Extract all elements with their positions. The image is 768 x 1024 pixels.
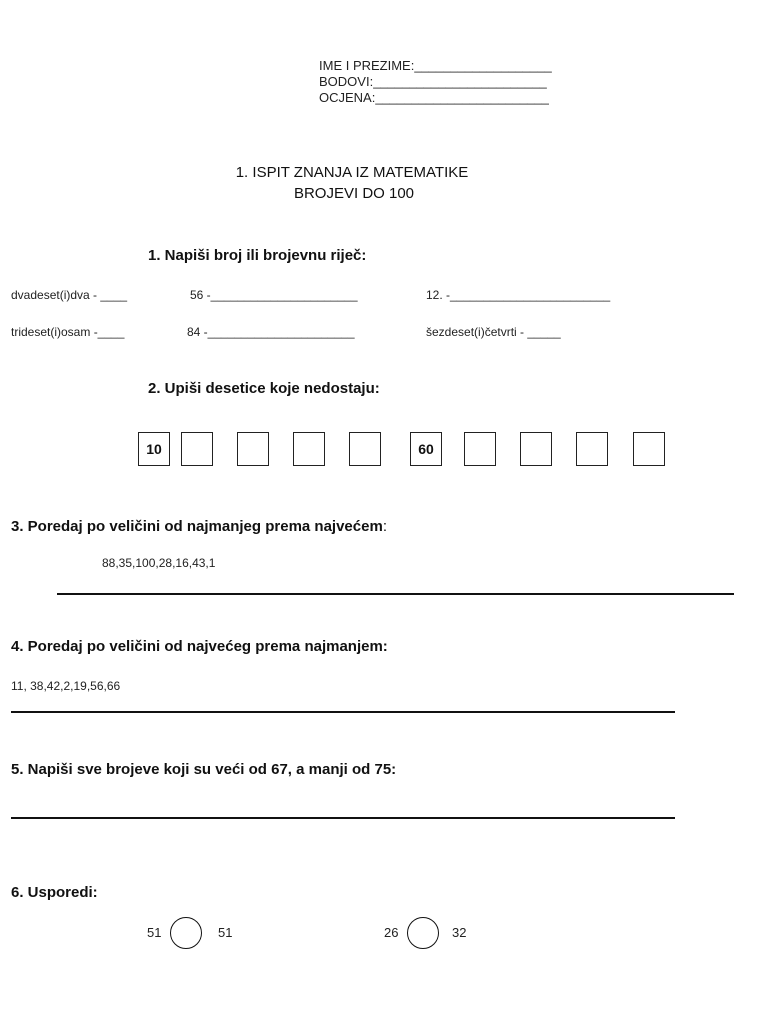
grade-label: OCJENA:	[319, 90, 376, 105]
points-label: BODOVI:	[319, 74, 374, 89]
task1-item[interactable]: šezdeset(i)četvrti - _____	[426, 325, 561, 339]
task1-item[interactable]: trideset(i)osam -____	[11, 325, 125, 339]
task1-item[interactable]: 12. -________________________	[426, 288, 611, 302]
task1-item[interactable]: dvadeset(i)dva - ____	[11, 288, 128, 302]
compare-circle[interactable]	[170, 917, 202, 949]
task2-heading: 2. Upiši desetice koje nedostaju:	[148, 380, 380, 397]
task1-item[interactable]: 84 -______________________	[187, 325, 355, 339]
task1-heading: 1. Napiši broj ili brojevnu riječ:	[148, 247, 367, 264]
tens-box[interactable]	[293, 432, 325, 466]
task3-answer-line[interactable]	[57, 593, 734, 595]
compare-right-number: 32	[452, 925, 467, 940]
task4-numbers: 11, 38,42,2,19,56,66	[11, 679, 121, 693]
grade-field[interactable]	[319, 90, 549, 105]
test-subtitle: BROJEVI DO 100	[293, 185, 415, 202]
task3-heading	[11, 518, 387, 535]
name-line: ___________________	[414, 58, 552, 73]
task5-heading: 5. Napiši sve brojeve koji su veći od 67, a manji od 75:	[11, 761, 397, 778]
compare-left-number: 51	[147, 925, 162, 940]
tens-box[interactable]	[576, 432, 608, 466]
tens-box[interactable]: 10	[138, 432, 170, 466]
tens-box[interactable]	[520, 432, 552, 466]
task3-numbers: 88,35,100,28,16,43,1	[102, 556, 216, 570]
task3-heading-text: 3. Poredaj po veličini od najmanjeg prema najvećem	[11, 518, 383, 535]
tens-box[interactable]	[349, 432, 381, 466]
tens-box[interactable]	[237, 432, 269, 466]
name-label: IME I PREZIME:	[319, 58, 415, 73]
name-field[interactable]	[319, 58, 552, 73]
grade-line: ________________________	[375, 90, 549, 105]
task5-answer-line[interactable]	[11, 817, 675, 819]
compare-circle[interactable]	[407, 917, 439, 949]
compare-right-number: 51	[218, 925, 233, 940]
task1-item[interactable]: 56 -______________________	[190, 288, 358, 302]
tens-box[interactable]	[464, 432, 496, 466]
points-line: ________________________	[373, 74, 547, 89]
points-field[interactable]	[319, 74, 547, 89]
task6-heading: 6. Usporedi:	[11, 884, 98, 901]
task4-answer-line[interactable]	[11, 711, 675, 713]
task3-heading-colon: :	[382, 518, 387, 535]
tens-box[interactable]	[633, 432, 665, 466]
tens-box[interactable]: 60	[410, 432, 442, 466]
compare-left-number: 26	[384, 925, 399, 940]
tens-box[interactable]	[181, 432, 213, 466]
test-title: 1. ISPIT ZNANJA IZ MATEMATIKE	[235, 164, 469, 181]
task4-heading: 4. Poredaj po veličini od najvećeg prema najmanjem:	[11, 638, 388, 655]
